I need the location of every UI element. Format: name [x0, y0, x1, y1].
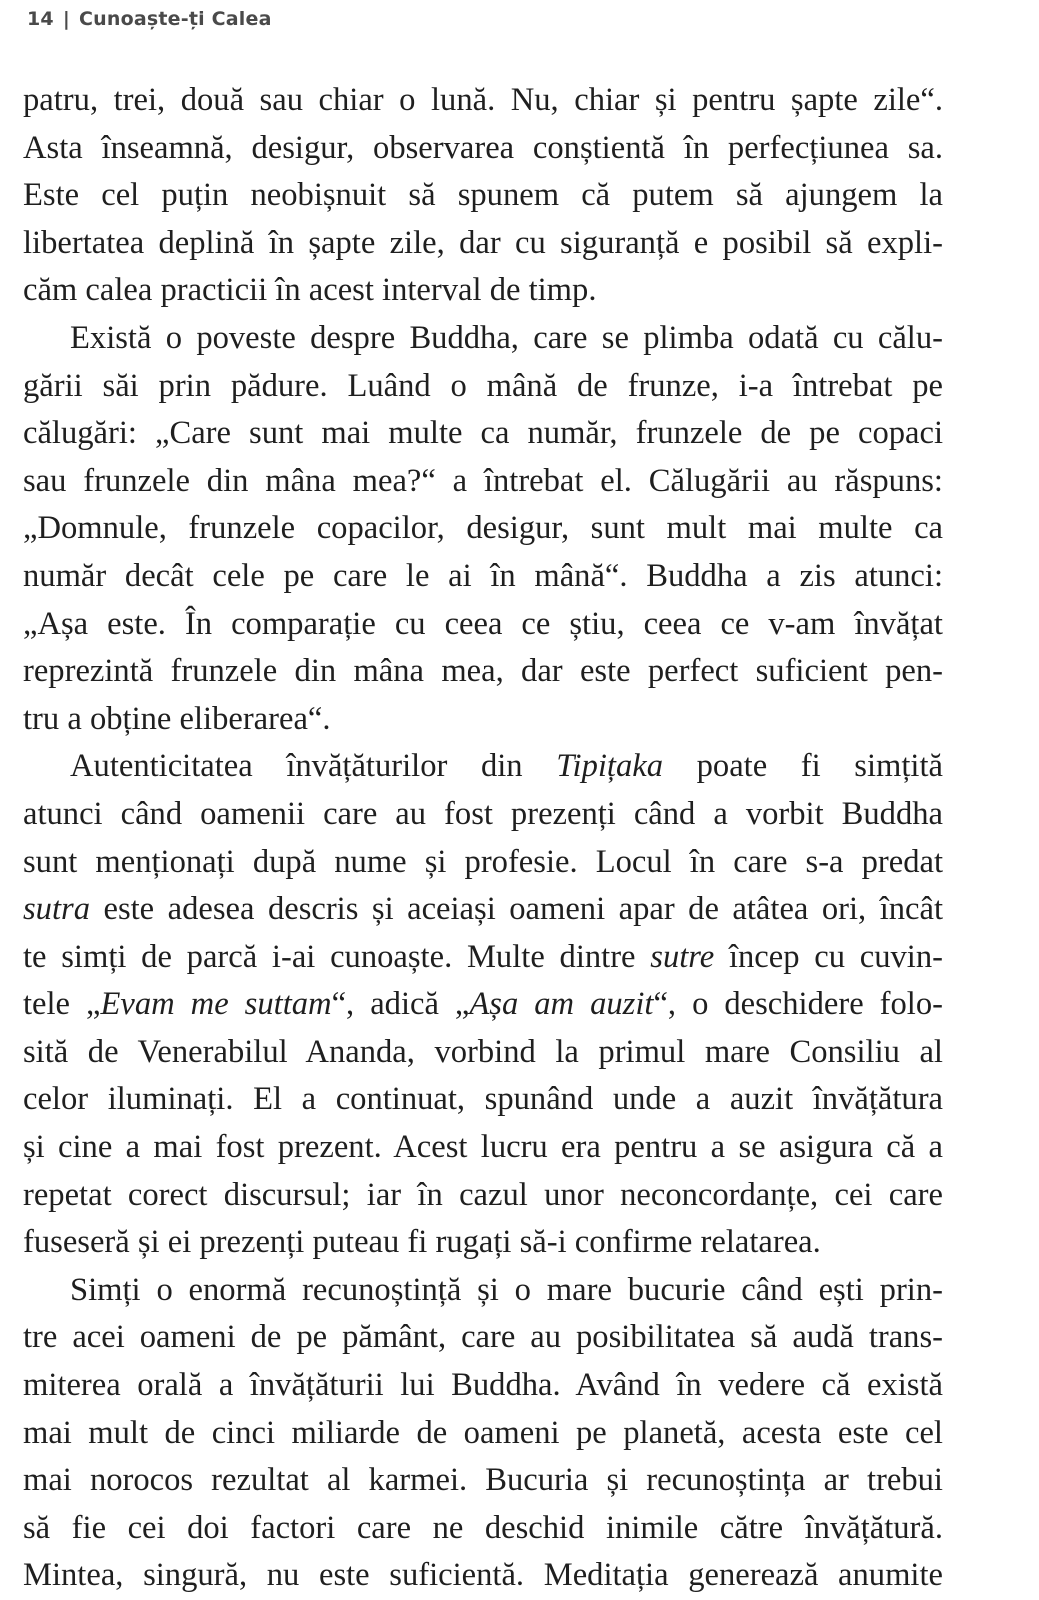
text-line: sutra este adesea descris și aceiași oameni apar de atâtea ori, încât [23, 891, 943, 928]
italic-term: sutra [23, 891, 90, 928]
header-separator: | [62, 8, 70, 30]
text-line: mai mult de cinci miliarde de oameni pe planetă, acesta este cel [23, 1414, 943, 1451]
text-line: tre acei oameni de pe pământ, care au posibilitatea să audă trans- [23, 1319, 943, 1356]
italic-term: Tipițaka [556, 748, 664, 785]
text-line: gării săi prin pădure. Luând o mână de frunze, i-a întrebat pe [23, 367, 943, 404]
text-line: tele „Evam me suttam“, adică „Așa am auzit“, o deschidere folo- [23, 986, 943, 1023]
text-line: fuseseră și ei prezenți puteau fi rugați să-i confirme relatarea. [23, 1224, 821, 1261]
text-line: sau frunzele din mâna mea?“ a întrebat el. Călugării au răspuns: [23, 462, 943, 499]
text-line: număr decât cele pe care le ai în mână“. Buddha a zis atunci: [23, 557, 943, 594]
text-line: Există o poveste despre Buddha, care se plimba odată cu călu- [70, 319, 943, 356]
text-line: Autenticitatea învățăturilor din Tipițaka poate fi simțită [70, 748, 943, 785]
text-line: sită de Venerabilul Ananda, vorbind la primul mare Consiliu al [23, 1033, 943, 1070]
text-line: „Domnule, frunzele copacilor, desigur, sunt mult mai multe ca [23, 510, 943, 547]
text-line: Mintea, singură, nu este suficientă. Meditația generează anumite [23, 1557, 943, 1594]
text-line: Asta înseamnă, desigur, observarea conștientă în perfecțiunea sa. [23, 129, 943, 166]
italic-term: Așa am auzit [469, 986, 654, 1023]
text-line: să fie cei doi factori care ne deschid inimile către învățătură. [23, 1509, 943, 1546]
page-number: 14 [27, 8, 54, 30]
text-line: „Așa este. În comparație cu ceea ce știu, ceea ce v-am învățat [23, 605, 943, 642]
italic-term: sutre [650, 938, 715, 975]
text-line: mai norocos rezultat al karmei. Bucuria și recunoștința ar trebui [23, 1462, 943, 1499]
running-title: Cunoaște-ți Calea [78, 8, 272, 30]
text-line: atunci când oamenii care au fost prezenți când a vorbit Buddha [23, 795, 943, 832]
text-line: celor iluminați. El a continuat, spunând unde a auzit învățătura [23, 1081, 943, 1118]
text-line: Simți o enormă recunoștință și o mare bucurie când ești prin- [70, 1271, 943, 1308]
text-line: sunt menționați după nume și profesie. Locul în care s-a predat [23, 843, 943, 880]
text-line: patru, trei, două sau chiar o lună. Nu, chiar și pentru șapte zile“. [23, 82, 943, 118]
body-text [23, 77, 943, 1600]
text-line: Este cel puțin neobișnuit să spunem că putem să ajungem la [23, 177, 943, 214]
text-line: și cine a mai fost prezent. Acest lucru era pentru a se asigura că a [23, 1129, 943, 1166]
text-line: căm calea practicii în acest interval de timp. [23, 272, 597, 309]
text-line: miterea orală a învățăturii lui Buddha. Având în vedere că există [23, 1367, 943, 1404]
italic-term: Evam me suttam [100, 986, 332, 1023]
text-line: tru a obține eliberarea“. [23, 700, 331, 737]
running-header [27, 8, 272, 30]
text-line: reprezintă frunzele din mâna mea, dar este perfect suficient pen- [23, 653, 943, 690]
text-line: libertatea deplină în șapte zile, dar cu siguranță e posibil să expli- [23, 224, 943, 261]
text-line: te simți de parcă i-ai cunoaște. Multe dintre sutre încep cu cuvin- [23, 938, 943, 975]
text-line: repetat corect discursul; iar în cazul unor neconcordanțe, cei care [23, 1176, 943, 1213]
text-line: călugări: „Care sunt mai multe ca număr, frunzele de pe copaci [23, 415, 943, 452]
